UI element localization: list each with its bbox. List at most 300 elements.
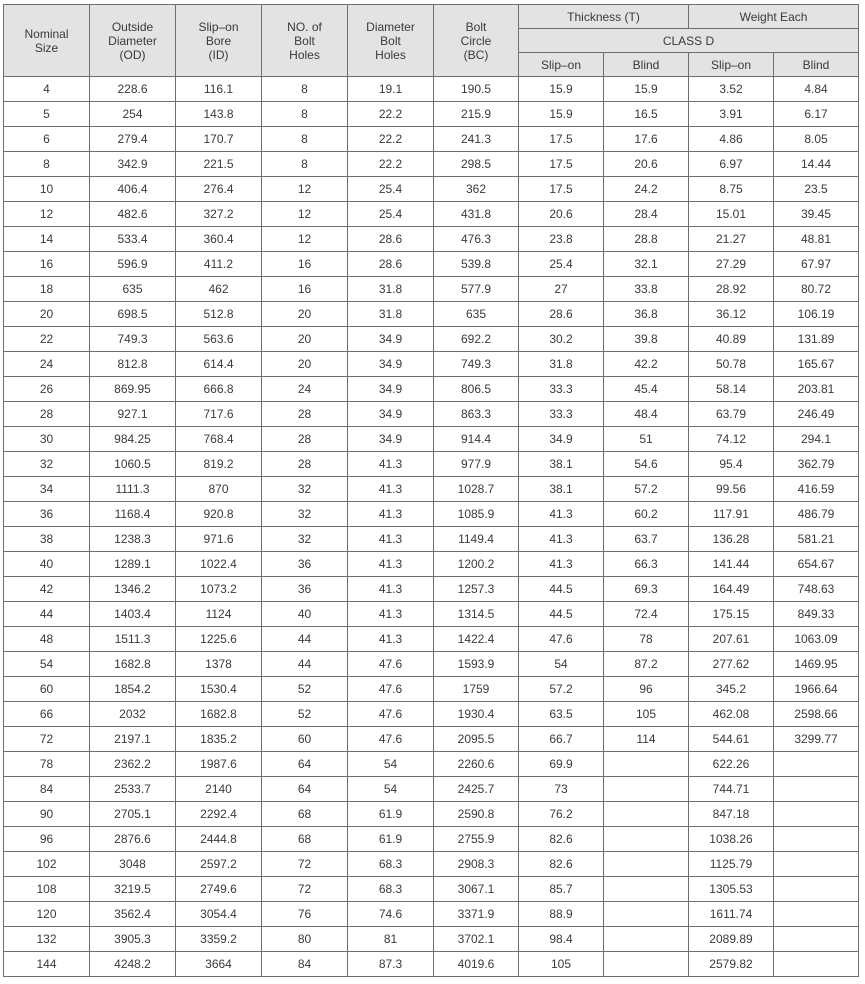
table-row — [4, 727, 859, 752]
cell-weight-slipon: 1305.53 — [689, 877, 774, 902]
cell-outside-diameter: 1238.3 — [90, 527, 176, 552]
cell-bolt-holes: 44 — [262, 627, 348, 652]
cell-thickness-blind: 16.5 — [604, 102, 689, 127]
cell-bolt-circle: 635 — [434, 302, 519, 327]
header-od-line1: Outside — [111, 19, 154, 34]
header-bolt-holes-line3: Holes — [289, 47, 320, 62]
header-bore-line1: Slip–on — [198, 19, 239, 34]
cell-weight-blind: 39.45 — [774, 202, 859, 227]
cell-outside-diameter: 279.4 — [90, 127, 176, 152]
cell-weight-blind — [774, 752, 859, 777]
cell-bolt-holes: 36 — [262, 577, 348, 602]
cell-nominal-size: 16 — [4, 252, 90, 277]
cell-bolt-holes: 16 — [262, 252, 348, 277]
cell-bolt-circle: 1314.5 — [434, 602, 519, 627]
cell-slipon-bore: 1073.2 — [176, 577, 262, 602]
cell-nominal-size: 54 — [4, 652, 90, 677]
cell-bolt-circle: 577.9 — [434, 277, 519, 302]
cell-weight-slipon: 1611.74 — [689, 902, 774, 927]
cell-bolt-holes: 24 — [262, 377, 348, 402]
cell-weight-slipon: 6.97 — [689, 152, 774, 177]
cell-bolt-circle: 692.2 — [434, 327, 519, 352]
cell-slipon-bore: 143.8 — [176, 102, 262, 127]
cell-outside-diameter: 1403.4 — [90, 602, 176, 627]
cell-slipon-bore: 512.8 — [176, 302, 262, 327]
cell-bolt-circle: 749.3 — [434, 352, 519, 377]
cell-weight-blind: 14.44 — [774, 152, 859, 177]
cell-outside-diameter: 927.1 — [90, 402, 176, 427]
cell-weight-blind — [774, 827, 859, 852]
cell-thickness-blind: 54.6 — [604, 452, 689, 477]
cell-thickness-slipon: 73 — [519, 777, 604, 802]
cell-bolt-holes: 72 — [262, 852, 348, 877]
cell-outside-diameter: 1168.4 — [90, 502, 176, 527]
cell-thickness-blind: 48.4 — [604, 402, 689, 427]
cell-nominal-size: 34 — [4, 477, 90, 502]
cell-bolt-holes: 20 — [262, 302, 348, 327]
cell-nominal-size: 5 — [4, 102, 90, 127]
header-thickness-blind: Blind — [604, 53, 689, 77]
cell-slipon-bore: 768.4 — [176, 427, 262, 452]
table-row — [4, 477, 859, 502]
cell-bolt-holes: 32 — [262, 527, 348, 552]
cell-nominal-size: 42 — [4, 577, 90, 602]
cell-diameter-bolt-holes: 47.6 — [348, 677, 434, 702]
cell-weight-slipon: 2579.82 — [689, 952, 774, 977]
cell-thickness-slipon: 47.6 — [519, 627, 604, 652]
header-diameter-bolt-holes — [348, 5, 434, 77]
cell-outside-diameter: 984.25 — [90, 427, 176, 452]
cell-nominal-size: 72 — [4, 727, 90, 752]
cell-diameter-bolt-holes: 87.3 — [348, 952, 434, 977]
cell-outside-diameter: 2876.6 — [90, 827, 176, 852]
cell-nominal-size: 102 — [4, 852, 90, 877]
cell-outside-diameter: 2032 — [90, 702, 176, 727]
cell-weight-blind: 486.79 — [774, 502, 859, 527]
cell-outside-diameter: 635 — [90, 277, 176, 302]
cell-weight-blind — [774, 927, 859, 952]
cell-bolt-holes: 28 — [262, 402, 348, 427]
table-row — [4, 102, 859, 127]
header-dbh-line1: Diameter — [366, 19, 415, 34]
cell-bolt-circle: 539.8 — [434, 252, 519, 277]
cell-weight-slipon: 3.52 — [689, 77, 774, 102]
cell-thickness-slipon: 15.9 — [519, 77, 604, 102]
cell-bolt-circle: 863.3 — [434, 402, 519, 427]
cell-bolt-circle: 2425.7 — [434, 777, 519, 802]
cell-outside-diameter: 812.8 — [90, 352, 176, 377]
cell-thickness-slipon: 33.3 — [519, 402, 604, 427]
cell-nominal-size: 22 — [4, 327, 90, 352]
cell-bolt-holes: 60 — [262, 727, 348, 752]
cell-diameter-bolt-holes: 47.6 — [348, 652, 434, 677]
cell-thickness-blind: 45.4 — [604, 377, 689, 402]
cell-nominal-size: 20 — [4, 302, 90, 327]
header-od-line2: Diameter — [108, 33, 157, 48]
cell-weight-blind: 4.84 — [774, 77, 859, 102]
cell-nominal-size: 40 — [4, 552, 90, 577]
table-row — [4, 902, 859, 927]
header-dbh-line3: Holes — [375, 47, 406, 62]
cell-nominal-size: 28 — [4, 402, 90, 427]
cell-weight-blind: 362.79 — [774, 452, 859, 477]
cell-bolt-circle: 1200.2 — [434, 552, 519, 577]
cell-weight-blind: 1966.64 — [774, 677, 859, 702]
cell-thickness-blind — [604, 777, 689, 802]
cell-diameter-bolt-holes: 34.9 — [348, 427, 434, 452]
cell-weight-slipon: 175.15 — [689, 602, 774, 627]
cell-slipon-bore: 3054.4 — [176, 902, 262, 927]
cell-thickness-slipon: 31.8 — [519, 352, 604, 377]
cell-diameter-bolt-holes: 68.3 — [348, 852, 434, 877]
cell-weight-slipon: 27.29 — [689, 252, 774, 277]
cell-thickness-slipon: 17.5 — [519, 177, 604, 202]
cell-thickness-blind: 20.6 — [604, 152, 689, 177]
cell-diameter-bolt-holes: 28.6 — [348, 252, 434, 277]
cell-nominal-size: 6 — [4, 127, 90, 152]
cell-slipon-bore: 411.2 — [176, 252, 262, 277]
cell-bolt-circle: 2095.5 — [434, 727, 519, 752]
table-row — [4, 577, 859, 602]
cell-weight-slipon: 622.26 — [689, 752, 774, 777]
cell-outside-diameter: 596.9 — [90, 252, 176, 277]
cell-nominal-size: 108 — [4, 877, 90, 902]
cell-slipon-bore: 1530.4 — [176, 677, 262, 702]
cell-diameter-bolt-holes: 34.9 — [348, 402, 434, 427]
header-bolt-holes-line1: NO. of — [287, 19, 322, 34]
cell-thickness-blind: 66.3 — [604, 552, 689, 577]
cell-thickness-slipon: 82.6 — [519, 852, 604, 877]
cell-thickness-blind: 39.8 — [604, 327, 689, 352]
cell-weight-slipon: 58.14 — [689, 377, 774, 402]
cell-weight-blind: 1469.95 — [774, 652, 859, 677]
table-row — [4, 702, 859, 727]
cell-bolt-circle: 2590.8 — [434, 802, 519, 827]
cell-diameter-bolt-holes: 74.6 — [348, 902, 434, 927]
cell-thickness-slipon: 57.2 — [519, 677, 604, 702]
table-row — [4, 277, 859, 302]
table-body — [4, 77, 859, 977]
cell-outside-diameter: 3905.3 — [90, 927, 176, 952]
cell-thickness-slipon: 15.9 — [519, 102, 604, 127]
cell-thickness-slipon: 54 — [519, 652, 604, 677]
table-row — [4, 377, 859, 402]
cell-nominal-size: 120 — [4, 902, 90, 927]
cell-weight-slipon: 117.91 — [689, 502, 774, 527]
cell-thickness-slipon: 88.9 — [519, 902, 604, 927]
cell-thickness-blind: 15.9 — [604, 77, 689, 102]
header-bolt-circle — [434, 5, 519, 77]
cell-outside-diameter: 1289.1 — [90, 552, 176, 577]
cell-outside-diameter: 254 — [90, 102, 176, 127]
cell-bolt-circle: 431.8 — [434, 202, 519, 227]
cell-nominal-size: 30 — [4, 427, 90, 452]
cell-nominal-size: 24 — [4, 352, 90, 377]
cell-thickness-blind — [604, 902, 689, 927]
cell-slipon-bore: 819.2 — [176, 452, 262, 477]
cell-bolt-circle: 977.9 — [434, 452, 519, 477]
cell-thickness-slipon: 41.3 — [519, 527, 604, 552]
cell-weight-slipon: 99.56 — [689, 477, 774, 502]
cell-thickness-slipon: 76.2 — [519, 802, 604, 827]
cell-weight-blind: 203.81 — [774, 377, 859, 402]
table-row — [4, 627, 859, 652]
cell-weight-slipon: 3.91 — [689, 102, 774, 127]
cell-diameter-bolt-holes: 41.3 — [348, 552, 434, 577]
table-row — [4, 327, 859, 352]
table-row — [4, 427, 859, 452]
cell-weight-blind: 80.72 — [774, 277, 859, 302]
cell-thickness-blind: 28.4 — [604, 202, 689, 227]
cell-thickness-blind — [604, 877, 689, 902]
header-class: CLASS D — [519, 29, 859, 53]
cell-diameter-bolt-holes: 61.9 — [348, 802, 434, 827]
cell-thickness-blind: 57.2 — [604, 477, 689, 502]
cell-bolt-holes: 8 — [262, 152, 348, 177]
header-bolt-holes — [262, 5, 348, 77]
cell-outside-diameter: 2197.1 — [90, 727, 176, 752]
cell-diameter-bolt-holes: 54 — [348, 777, 434, 802]
cell-slipon-bore: 3359.2 — [176, 927, 262, 952]
cell-weight-blind — [774, 877, 859, 902]
cell-weight-slipon: 95.4 — [689, 452, 774, 477]
cell-bolt-holes: 12 — [262, 202, 348, 227]
cell-bolt-circle: 215.9 — [434, 102, 519, 127]
cell-bolt-circle: 1422.4 — [434, 627, 519, 652]
cell-bolt-holes: 32 — [262, 502, 348, 527]
cell-bolt-holes: 76 — [262, 902, 348, 927]
cell-slipon-bore: 1022.4 — [176, 552, 262, 577]
cell-outside-diameter: 3562.4 — [90, 902, 176, 927]
cell-diameter-bolt-holes: 22.2 — [348, 127, 434, 152]
table-row — [4, 802, 859, 827]
cell-bolt-circle: 914.4 — [434, 427, 519, 452]
cell-outside-diameter: 749.3 — [90, 327, 176, 352]
cell-slipon-bore: 3664 — [176, 952, 262, 977]
cell-thickness-blind — [604, 852, 689, 877]
cell-bolt-circle: 298.5 — [434, 152, 519, 177]
cell-thickness-slipon: 33.3 — [519, 377, 604, 402]
cell-weight-slipon: 164.49 — [689, 577, 774, 602]
cell-thickness-blind: 42.2 — [604, 352, 689, 377]
cell-bolt-holes: 28 — [262, 427, 348, 452]
cell-slipon-bore: 614.4 — [176, 352, 262, 377]
cell-diameter-bolt-holes: 34.9 — [348, 352, 434, 377]
cell-weight-blind: 165.67 — [774, 352, 859, 377]
cell-thickness-slipon: 66.7 — [519, 727, 604, 752]
cell-thickness-slipon: 38.1 — [519, 477, 604, 502]
cell-slipon-bore: 870 — [176, 477, 262, 502]
cell-bolt-holes: 64 — [262, 752, 348, 777]
cell-slipon-bore: 221.5 — [176, 152, 262, 177]
cell-slipon-bore: 360.4 — [176, 227, 262, 252]
cell-thickness-blind: 33.8 — [604, 277, 689, 302]
cell-nominal-size: 14 — [4, 227, 90, 252]
cell-thickness-blind: 63.7 — [604, 527, 689, 552]
cell-diameter-bolt-holes: 81 — [348, 927, 434, 952]
header-dbh-line2: Bolt — [380, 33, 401, 48]
cell-thickness-blind: 24.2 — [604, 177, 689, 202]
cell-weight-blind: 748.63 — [774, 577, 859, 602]
cell-slipon-bore: 1378 — [176, 652, 262, 677]
cell-nominal-size: 48 — [4, 627, 90, 652]
cell-slipon-bore: 2140 — [176, 777, 262, 802]
cell-diameter-bolt-holes: 41.3 — [348, 627, 434, 652]
table-row — [4, 852, 859, 877]
cell-weight-slipon: 8.75 — [689, 177, 774, 202]
cell-thickness-blind: 105 — [604, 702, 689, 727]
cell-weight-slipon: 50.78 — [689, 352, 774, 377]
table-row — [4, 827, 859, 852]
cell-weight-blind: 23.5 — [774, 177, 859, 202]
cell-nominal-size: 4 — [4, 77, 90, 102]
cell-bolt-circle: 1930.4 — [434, 702, 519, 727]
cell-outside-diameter: 2705.1 — [90, 802, 176, 827]
cell-thickness-slipon: 28.6 — [519, 302, 604, 327]
cell-outside-diameter: 3048 — [90, 852, 176, 877]
cell-weight-blind — [774, 902, 859, 927]
cell-nominal-size: 18 — [4, 277, 90, 302]
cell-diameter-bolt-holes: 25.4 — [348, 177, 434, 202]
cell-weight-blind: 1063.09 — [774, 627, 859, 652]
cell-nominal-size: 26 — [4, 377, 90, 402]
cell-slipon-bore: 717.6 — [176, 402, 262, 427]
cell-weight-blind: 106.19 — [774, 302, 859, 327]
cell-outside-diameter: 1060.5 — [90, 452, 176, 477]
cell-bolt-holes: 44 — [262, 652, 348, 677]
cell-bolt-circle: 3067.1 — [434, 877, 519, 902]
cell-weight-blind — [774, 802, 859, 827]
cell-bolt-circle: 1085.9 — [434, 502, 519, 527]
cell-weight-blind — [774, 952, 859, 977]
cell-bolt-holes: 72 — [262, 877, 348, 902]
cell-weight-slipon: 40.89 — [689, 327, 774, 352]
cell-outside-diameter: 228.6 — [90, 77, 176, 102]
cell-bolt-circle: 2755.9 — [434, 827, 519, 852]
cell-bolt-circle: 190.5 — [434, 77, 519, 102]
cell-slipon-bore: 2292.4 — [176, 802, 262, 827]
cell-slipon-bore: 2597.2 — [176, 852, 262, 877]
cell-weight-slipon: 15.01 — [689, 202, 774, 227]
cell-slipon-bore: 170.7 — [176, 127, 262, 152]
cell-bolt-holes: 12 — [262, 177, 348, 202]
cell-weight-blind: 416.59 — [774, 477, 859, 502]
cell-nominal-size: 44 — [4, 602, 90, 627]
header-weight-slipon: Slip–on — [689, 53, 774, 77]
header-thickness: Thickness (T) — [519, 5, 689, 29]
cell-weight-slipon: 544.61 — [689, 727, 774, 752]
cell-slipon-bore: 971.6 — [176, 527, 262, 552]
cell-thickness-blind — [604, 802, 689, 827]
cell-diameter-bolt-holes: 41.3 — [348, 502, 434, 527]
cell-outside-diameter: 1511.3 — [90, 627, 176, 652]
table-row — [4, 302, 859, 327]
cell-thickness-blind: 72.4 — [604, 602, 689, 627]
cell-diameter-bolt-holes: 41.3 — [348, 602, 434, 627]
cell-thickness-slipon: 41.3 — [519, 552, 604, 577]
cell-diameter-bolt-holes: 34.9 — [348, 377, 434, 402]
cell-bolt-circle: 1149.4 — [434, 527, 519, 552]
cell-outside-diameter: 406.4 — [90, 177, 176, 202]
cell-weight-blind: 131.89 — [774, 327, 859, 352]
cell-outside-diameter: 4248.2 — [90, 952, 176, 977]
cell-weight-blind: 48.81 — [774, 227, 859, 252]
cell-outside-diameter: 2533.7 — [90, 777, 176, 802]
cell-weight-slipon: 4.86 — [689, 127, 774, 152]
cell-slipon-bore: 1835.2 — [176, 727, 262, 752]
table-row — [4, 527, 859, 552]
cell-thickness-blind: 17.6 — [604, 127, 689, 152]
cell-weight-blind — [774, 777, 859, 802]
table-row — [4, 402, 859, 427]
cell-thickness-blind: 96 — [604, 677, 689, 702]
cell-bolt-circle: 241.3 — [434, 127, 519, 152]
cell-slipon-bore: 2749.6 — [176, 877, 262, 902]
cell-slipon-bore: 1124 — [176, 602, 262, 627]
cell-nominal-size: 78 — [4, 752, 90, 777]
cell-bolt-holes: 8 — [262, 127, 348, 152]
table-row — [4, 452, 859, 477]
cell-thickness-blind: 114 — [604, 727, 689, 752]
cell-nominal-size: 10 — [4, 177, 90, 202]
cell-thickness-slipon: 41.3 — [519, 502, 604, 527]
cell-outside-diameter: 482.6 — [90, 202, 176, 227]
cell-diameter-bolt-holes: 31.8 — [348, 302, 434, 327]
cell-weight-blind: 2598.66 — [774, 702, 859, 727]
flange-spec-table — [3, 4, 859, 977]
cell-bolt-holes: 12 — [262, 227, 348, 252]
cell-thickness-slipon: 25.4 — [519, 252, 604, 277]
cell-bolt-holes: 68 — [262, 827, 348, 852]
cell-nominal-size: 38 — [4, 527, 90, 552]
cell-bolt-circle: 3371.9 — [434, 902, 519, 927]
cell-nominal-size: 132 — [4, 927, 90, 952]
table-row — [4, 652, 859, 677]
table-row — [4, 777, 859, 802]
table-row — [4, 127, 859, 152]
cell-thickness-slipon: 34.9 — [519, 427, 604, 452]
cell-diameter-bolt-holes: 41.3 — [348, 477, 434, 502]
header-nominal-size-line2: Size — [34, 40, 59, 55]
cell-thickness-blind: 78 — [604, 627, 689, 652]
cell-bolt-holes: 20 — [262, 352, 348, 377]
cell-slipon-bore: 116.1 — [176, 77, 262, 102]
header-slipon-bore — [176, 5, 262, 77]
cell-bolt-holes: 64 — [262, 777, 348, 802]
cell-thickness-blind: 36.8 — [604, 302, 689, 327]
cell-thickness-blind: 51 — [604, 427, 689, 452]
cell-outside-diameter: 533.4 — [90, 227, 176, 252]
cell-weight-blind: 246.49 — [774, 402, 859, 427]
cell-weight-slipon: 141.44 — [689, 552, 774, 577]
cell-weight-slipon: 63.79 — [689, 402, 774, 427]
cell-bolt-circle: 1593.9 — [434, 652, 519, 677]
cell-slipon-bore: 1225.6 — [176, 627, 262, 652]
cell-outside-diameter: 1682.8 — [90, 652, 176, 677]
cell-outside-diameter: 342.9 — [90, 152, 176, 177]
header-outside-diameter — [90, 5, 176, 77]
flange-spec-table-container — [3, 4, 858, 977]
cell-thickness-slipon: 27 — [519, 277, 604, 302]
cell-weight-blind: 849.33 — [774, 602, 859, 627]
cell-thickness-slipon: 20.6 — [519, 202, 604, 227]
cell-thickness-blind: 28.8 — [604, 227, 689, 252]
cell-weight-blind: 6.17 — [774, 102, 859, 127]
cell-nominal-size: 8 — [4, 152, 90, 177]
header-bore-line3: (ID) — [208, 47, 229, 62]
cell-diameter-bolt-holes: 47.6 — [348, 727, 434, 752]
cell-diameter-bolt-holes: 47.6 — [348, 702, 434, 727]
